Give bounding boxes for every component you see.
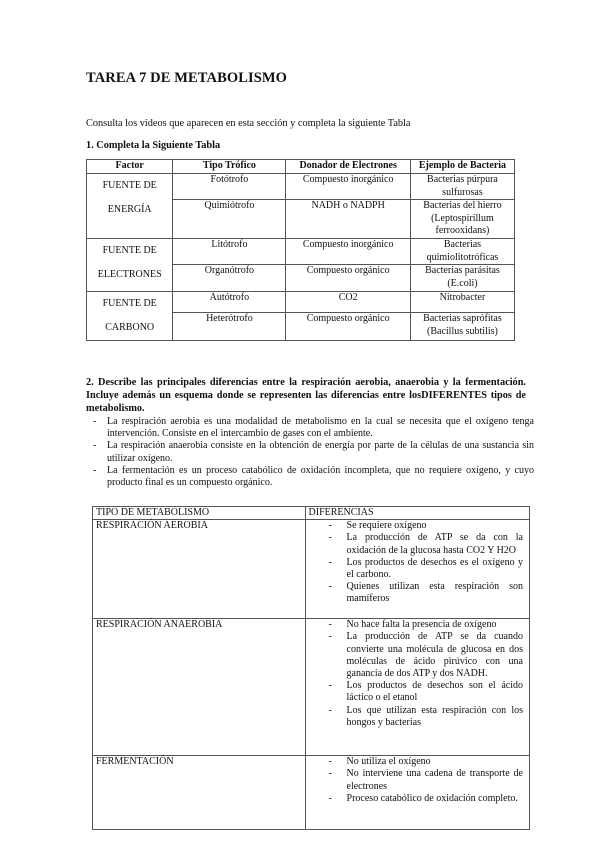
dash-bullet-icon: - <box>328 619 332 631</box>
table-row <box>93 756 530 830</box>
factor-cell: FUENTE DE CARBONO <box>87 291 173 340</box>
factor-cell: FUENTE DE ELECTRONES <box>87 239 173 291</box>
table-header-row <box>93 507 530 520</box>
dash-bullet-icon: - <box>328 756 332 768</box>
tipo-cell: Organótrofo <box>173 265 286 291</box>
dash-bullet-icon: - <box>328 768 332 780</box>
definitions-list <box>86 416 534 489</box>
donador-cell: Compuesto orgánico <box>286 313 410 340</box>
factor-cell: FUENTE DE ENERGÍA <box>87 174 173 239</box>
dash-bullet-icon: - <box>93 464 97 476</box>
document-title: TAREA 7 DE METABOLISMO <box>86 70 288 86</box>
dash-bullet-icon: - <box>328 581 332 593</box>
tipo-cell: RESPIRACIÓN ANAEROBIA <box>93 619 306 756</box>
table-row <box>87 291 515 313</box>
table-row <box>87 239 515 265</box>
table-row <box>93 619 530 756</box>
header-tipo-metabolismo: TIPO DE METABOLISMO <box>93 507 306 520</box>
table-header-row <box>87 160 515 174</box>
list-item: - No hace falta la presencia de oxígeno <box>328 619 497 631</box>
list-item: - Quienes utilizan esta respiración son mamíferos <box>328 581 523 605</box>
ejemplo-cell: Bacterias del hierro (Leptospirillum ferrooxidans) <box>410 200 514 239</box>
dash-bullet-icon: - <box>328 680 332 692</box>
list-item: - Los que utilizan esta respiración con los hongos y bacterias <box>328 704 523 728</box>
ejemplo-cell: Bacterias quimiolitotróficas <box>410 239 514 265</box>
ejemplo-cell: Bacterias parásitas (E.coli) <box>410 265 514 291</box>
dash-bullet-icon: - <box>328 556 332 568</box>
tipo-cell: Autótrofo <box>173 291 286 313</box>
list-item: - La producción de ATP se da cuando convierte una molécula de glucosa en dos moléculas de ácido pirúvico con una ganancia de dos ATP y dos NADH. <box>328 631 523 680</box>
list-item: - La respiración aerobia es una modalidad de metabolismo en la cual se necesita que el oxígeno tenga intervención. Consiste en el intercambio de gases con el ambiente. <box>93 416 534 440</box>
section-1-heading: 1. Completa la Siguiente Tabla <box>86 140 221 151</box>
table-row <box>87 174 515 200</box>
tipo-cell: RESPIRACIÓN AEROBIA <box>93 520 306 619</box>
header-donador: Donador de Electrones <box>286 160 410 174</box>
tipo-cell: Litótrofo <box>173 239 286 265</box>
dash-bullet-icon: - <box>328 792 332 804</box>
dash-bullet-icon: - <box>328 532 332 544</box>
donador-cell: Compuesto inorgánico <box>286 174 410 200</box>
list-item: - La producción de ATP se da con la oxidación de la glucosa hasta CO2 Y H2O <box>328 532 523 556</box>
donador-cell: Compuesto orgánico <box>286 265 410 291</box>
list-item: - No utiliza el oxígeno <box>328 756 431 768</box>
header-factor: Factor <box>87 160 173 174</box>
donador-cell: Compuesto inorgánico <box>286 239 410 265</box>
ejemplo-cell: Bacterias saprófitas (Bacillus subtilis) <box>410 313 514 340</box>
list-item: - Los productos de desechos es el oxígeno y el carbono. <box>328 556 523 581</box>
dash-bullet-icon: - <box>328 704 332 716</box>
list-item: - No interviene una cadena de transporte de electrones <box>328 768 523 792</box>
list-item: - Proceso catabólico de oxidación completo. <box>328 792 518 804</box>
tipo-cell: FERMENTACIÓN <box>93 756 306 830</box>
dash-bullet-icon: - <box>328 520 332 532</box>
intro-text: Consulta los videos que aparecen en esta sección y completa la siguiente Tabla <box>86 118 411 129</box>
tipo-cell: Quimiótrofo <box>173 200 286 239</box>
list-item: - La respiración anaerobia consiste en la obtención de energía por parte de la células de una sustancia sin utilizar oxígeno. <box>93 440 534 464</box>
table-row <box>93 520 530 619</box>
tipo-cell: Heterótrofo <box>173 313 286 340</box>
tipo-cell: Fotótrofo <box>173 174 286 200</box>
trophic-table <box>86 159 515 341</box>
list-item: - Los productos de desechos son el ácido láctico o el etanol <box>328 680 523 704</box>
diferencias-cell <box>305 619 529 756</box>
diferencias-cell <box>305 520 529 619</box>
dash-bullet-icon: - <box>328 631 332 643</box>
dash-bullet-icon: - <box>93 416 97 427</box>
list-item: - Se requiere oxígeno <box>328 520 427 532</box>
metabolism-table <box>92 506 530 830</box>
ejemplo-cell: Nitrobacter <box>410 291 514 313</box>
header-tipo-trofico: Tipo Trófico <box>173 160 286 174</box>
section-2-heading: 2. Describe las principales diferencias entre la respiración aerobia, anaerobia y la fermentación. Incluye además un esquema donde se representen las diferencias entre losDIFERENTES tipos de metabolismo. <box>86 377 526 414</box>
list-item: - La fermentación es un proceso catabólico de oxidación incompleta, que no requiere oxígeno, y cuyo producto final es un compuesto orgánico. <box>93 464 534 489</box>
diferencias-cell <box>305 756 529 830</box>
donador-cell: CO2 <box>286 291 410 313</box>
donador-cell: NADH o NADPH <box>286 200 410 239</box>
dash-bullet-icon: - <box>93 440 97 452</box>
header-diferencias: DIFERENCIAS <box>305 507 529 520</box>
header-ejemplo: Ejemplo de Bacteria <box>410 160 514 174</box>
ejemplo-cell: Bacterias púrpura sulfurosas <box>410 174 514 200</box>
